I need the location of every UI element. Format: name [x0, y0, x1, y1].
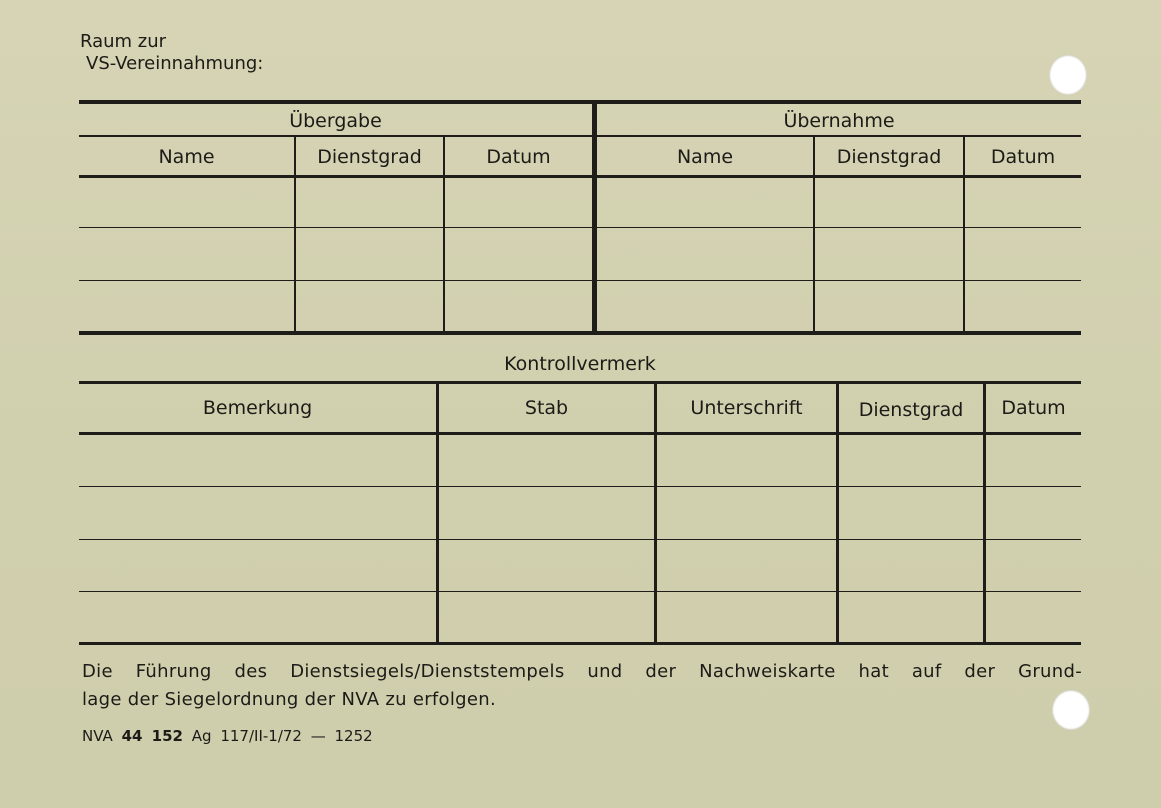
- col-name-right: Name: [676, 146, 734, 168]
- col-dienstgrad-left: Dienstgrad: [317, 146, 422, 168]
- uebergabe-title: Übergabe: [289, 110, 382, 132]
- rule: [79, 135, 1081, 137]
- col-stab: Stab: [524, 397, 569, 419]
- col-name-left: Name: [158, 146, 215, 168]
- rule: [79, 331, 1081, 335]
- rule: [79, 432, 1081, 435]
- col-datum-left: Datum: [486, 146, 551, 168]
- rule: [79, 486, 1081, 487]
- rule: [79, 642, 1081, 645]
- form-code: [82, 725, 373, 747]
- uebernahme-title: Übernahme: [783, 110, 895, 132]
- col-dienstgrad-right: Dienstgrad: [836, 146, 942, 168]
- rule: [79, 591, 1081, 592]
- footer-line1: Die Führung des Dienstsiegels/Dienststempels und der Nachweiskarte hat auf der Grund-: [82, 661, 1082, 682]
- rule: [79, 175, 1081, 178]
- rule: [836, 384, 839, 642]
- rule: [79, 280, 1081, 281]
- col-unterschrift: Unterschrift: [690, 397, 803, 419]
- form-code-number: 44 152: [121, 727, 183, 745]
- rule: [654, 384, 657, 642]
- punch-hole-top: [1049, 55, 1087, 95]
- rule: [79, 227, 1081, 228]
- raum-line2: VS-Vereinnahmung:: [86, 53, 264, 74]
- kontrollvermerk-title: Kontrollvermerk: [504, 353, 656, 375]
- divider-main: [592, 104, 597, 331]
- rule: [983, 384, 986, 642]
- rule: [79, 100, 1081, 104]
- col-bemerkung: Bemerkung: [202, 397, 313, 419]
- rule: [436, 384, 439, 642]
- col-dienstgrad: Dienstgrad: [858, 399, 964, 421]
- rule: [79, 381, 1081, 384]
- footer-note: [82, 658, 1082, 714]
- form-code-prefix: NVA: [82, 727, 113, 745]
- vs-receipt-area-label: [80, 31, 263, 75]
- rule: [79, 539, 1081, 540]
- footer-line2: lage der Siegelordnung der NVA zu erfolgen.: [82, 689, 496, 710]
- col-datum-right: Datum: [990, 146, 1056, 168]
- form-code-rest: Ag 117/II-1/72 — 1252: [191, 727, 373, 745]
- raum-line1: Raum zur: [80, 31, 167, 52]
- col-datum: Datum: [1001, 397, 1066, 419]
